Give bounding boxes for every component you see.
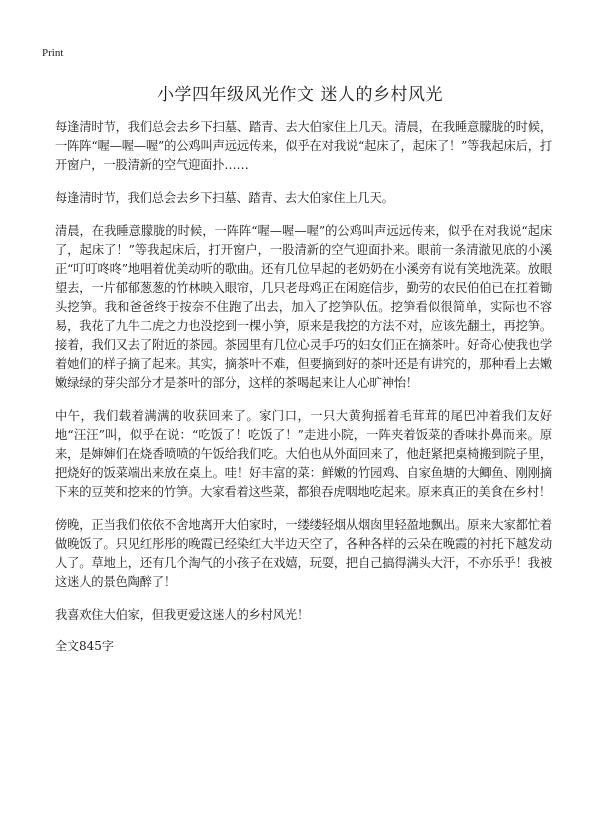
- paragraph: 我喜欢住大伯家，但我更爱这迷人的乡村风光！: [55, 608, 310, 622]
- summary-paragraph: 每逢清时节，我们总会去乡下扫墓、踏青、去大伯家住上几天。清晨，在我睡意朦胧的时候，一阵阵“喔—喔—喔”的公鸡叫声远远传来，似乎在对我说“起床了，起床了！”等我起床后，打开窗户，一股清新的空气迎面扑……: [55, 120, 552, 172]
- paragraph: 每逢清时节，我们总会去乡下扫墓、踏青、去大伯家住上几天。: [55, 191, 394, 205]
- paragraph: 傍晚，正当我们依依不舍地离开大伯家时，一缕缕轻烟从烟囱里轻盈地飘出。原来大家都忙着做晚饭了。只见红彤彤的晚霞已经染红大半边天空了，各种各样的云朵在晚霞的衬托下越发动人了。草地上，还有几个淘气的小孩子在戏嬉，玩耍，把自己搞得满头大汗，不亦乐乎！我被这迷人的景色陶醉了！: [55, 518, 552, 589]
- paragraph: 清晨，在我睡意朦胧的时候，一阵阵“喔—喔—喔”的公鸡叫声远远传来，似乎在对我说“起床了，起床了！”等我起床后，打开窗户，一股清新的空气迎面扑来。眼前一条清澈见底的小溪正“叮叮咚咚”地唱着优美动听的歌曲。还有几位早起的老奶奶在小溪旁有说有笑地洗菜。放眼望去，一片郁郁葱葱的竹林映入眼帘，几只老母鸡正在闲庭信步，勤劳的农民伯伯已在扛着锄头挖笋。我和爸爸终于按奈不住跑了出去，加入了挖笋队伍。挖笋看似很简单，实际也不容易，我花了九牛二虎之力也没挖到一棵小笋，原来是我挖的方法不对，应该先翻土，再挖笋。接着，我们又去了附近的茶园。茶园里有几位心灵手巧的妇女们正在摘茶叶。好奇心使我也学着她们的样子摘了起来。其实，摘茶叶不难，但要摘到好的茶叶还是有讲究的，那种看上去嫩嫩绿绿的芽尖部分才是茶叶的部分，这样的茶喝起来让人心旷神怡！: [55, 224, 552, 390]
- paragraph: 中午，我们载着满满的收获回来了。家门口，一只大黄狗摇着毛茸茸的尾巴冲着我们友好地“汪汪”叫，似乎在说：“吃饭了！吃饭了！”走进小院，一阵夹着饭菜的香味扑鼻而来。原来，是婶婶们在烧香喷喷的午饭给我们吃。大伯也从外面回来了，他赶紧把桌椅搬到院子里，把烧好的饭菜端出来放在桌上。哇！好丰富的菜：鲜嫩的竹园鸡、自家鱼塘的大鲫鱼、刚刚摘下来的豆荚和挖来的竹笋。大家看着这些菜，都狼吞虎咽地吃起来。原来真正的美食在乡村！: [55, 409, 552, 499]
- article-body: [55, 118, 552, 654]
- word-count: 全文845字: [55, 639, 114, 653]
- print-link[interactable]: Print: [42, 47, 64, 59]
- article-title: 小学四年级风光作文 迷人的乡村风光: [157, 85, 443, 105]
